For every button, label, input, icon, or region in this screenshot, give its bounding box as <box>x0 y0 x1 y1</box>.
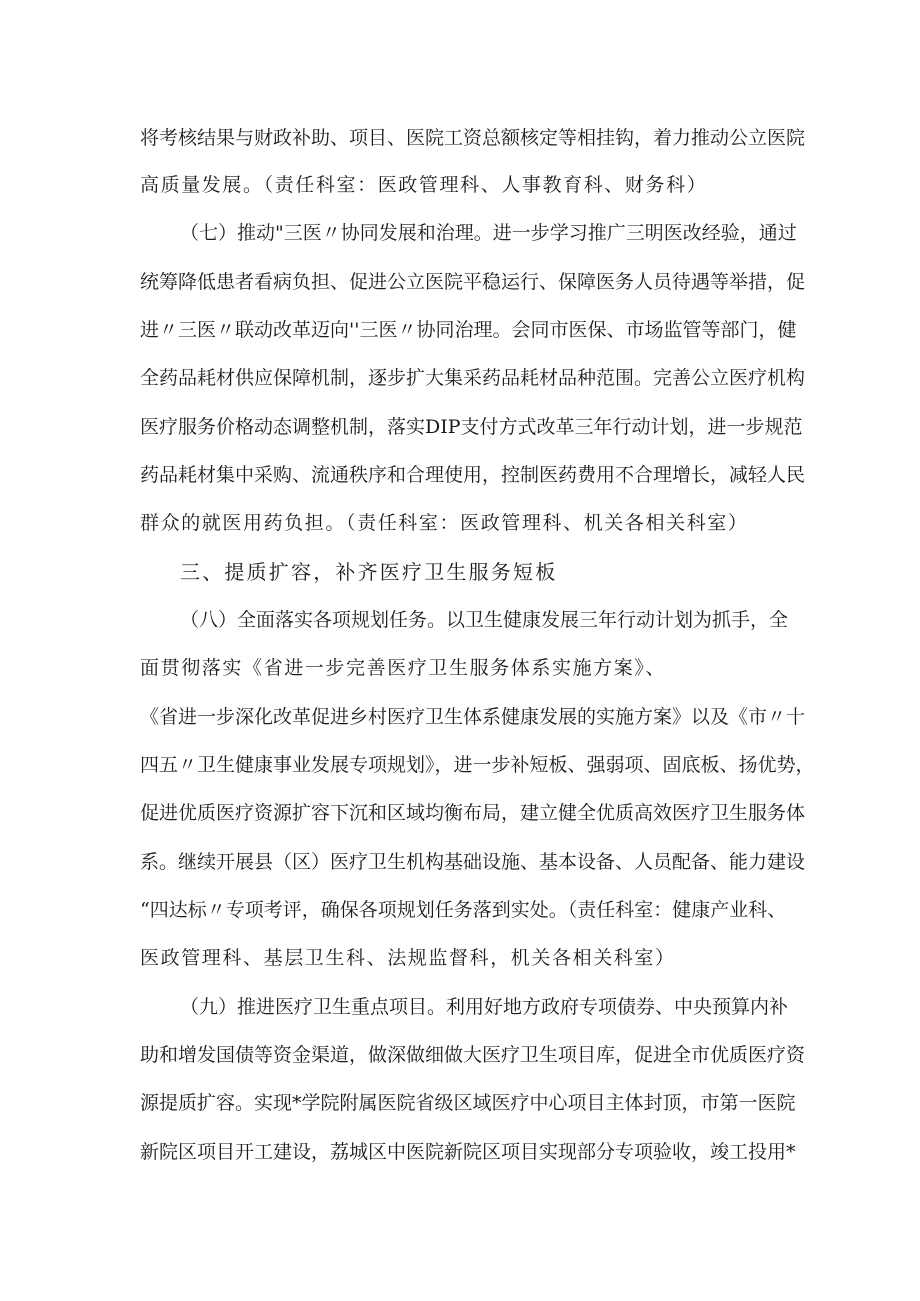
section-heading: 三、提质扩容，补齐医疗卫生服务短板 <box>180 560 558 584</box>
body-line: 源提质扩容。实现*学院附属医院省级区域医疗中心项目主体封顶，市第一医院 <box>140 1092 796 1114</box>
body-line: 统筹降低患者看病负担、促进公立医院平稳运行、保障医务人员待遇等举措，促 <box>140 271 806 293</box>
body-line: 四五〃卫生健康事业发展专项规划》，进一步补短板、强弱项、固底板、扬优势， <box>140 754 815 776</box>
body-line: 高质量发展。（责任科室：医政管理科、人事教育科、财务科） <box>140 174 708 196</box>
body-line: 将考核结果与财政补助、项目、医院工资总额核定等相挂钩，着力推动公立医院 <box>140 127 806 149</box>
body-line: 面贯彻落实《省进一步完善医疗卫生服务体系实施方案》、 <box>140 657 667 679</box>
body-line: 进〃三医〃联动改革迈向''三医〃协同治理。会同市医保、市场监管等部门，健 <box>140 319 797 341</box>
paragraph-first-line: （九）推进医疗卫生重点项目。利用好地方政府专项债券、中央预算内补 <box>180 996 789 1018</box>
paragraph-first-line: （八）全面落实各项规划任务。以卫生健康发展三年行动计划为抓手，全 <box>180 609 789 631</box>
body-line: 促进优质医疗资源扩容下沉和区域均衡布局，建立健全优质高效医疗卫生服务体 <box>140 802 806 824</box>
body-line: “四达标〃专项考评，确保各项规划任务落到实处。（责任科室：健康产业科、 <box>140 899 787 921</box>
body-line: 助和增发国债等资金渠道，做深做细做大医疗卫生项目库，促进全市优质医疗资 <box>140 1044 806 1066</box>
body-line: 群众的就医用药负担。（责任科室：医政管理科、机关各相关科室） <box>140 512 749 534</box>
body-line: 医疗服务价格动态调整机制，落实DIP支付方式改革三年行动计划，进一步规范 <box>140 416 803 438</box>
body-line: 药品耗材集中采购、流通秩序和合理使用，控制医药费用不合理增长，减轻人民 <box>140 464 806 486</box>
paragraph-first-line: （七）推动"三医〃协同发展和治理。进一步学习推广三明医改经验，通过 <box>180 222 797 244</box>
body-line: 全药品耗材供应保障机制，逐步扩大集采药品耗材品种范围。完善公立医疗机构 <box>140 367 806 389</box>
body-line: 《省进一步深化改革促进乡村医疗卫生体系健康发展的实施方案》以及《市〃十 <box>140 706 806 728</box>
body-line: 系。继续开展县（区）医疗卫生机构基础设施、基本设备、人员配备、能力建设 <box>140 851 806 873</box>
body-line: 新院区项目开工建设，荔城区中医院新院区项目实现部分专项验收，竣工投用* <box>140 1141 796 1163</box>
body-line: 医政管理科、基层卫生科、法规监督科，机关各相关科室） <box>140 947 676 969</box>
